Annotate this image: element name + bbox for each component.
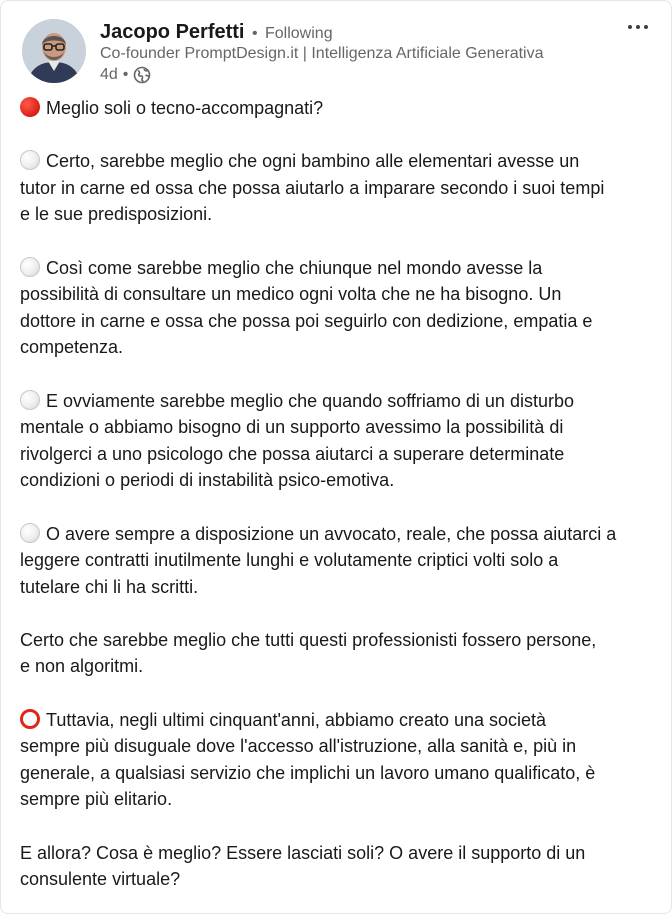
post-line — [20, 627, 660, 654]
post-line-text: Così come sarebbe meglio che chiunque nel mondo avesse la — [46, 257, 543, 278]
post-paragraph — [20, 388, 660, 494]
post-meta — [100, 64, 151, 86]
red-circle-icon — [20, 97, 40, 117]
white-circle-icon — [20, 390, 40, 410]
post-line-text: generale, a qualsiasi servizio che implichi un lavoro umano qualificato, è — [20, 762, 596, 783]
post-header — [1, 1, 672, 96]
post-line — [20, 175, 660, 202]
post-age[interactable]: 4d — [100, 66, 118, 83]
post-line-text: Certo, sarebbe meglio che ogni bambino alle elementari avesse un — [46, 151, 580, 172]
post-line-text: Tuttavia, negli ultimi cinquant'anni, abbiamo creato una società — [46, 709, 547, 730]
post-line — [20, 653, 660, 680]
post-line — [20, 95, 660, 122]
post-line — [20, 547, 660, 574]
post-line-text: competenza. — [20, 337, 124, 358]
more-options-icon — [626, 23, 650, 31]
post-line-text: sempre più disuguale dove l'accesso all'istruzione, alla sanità e, più in — [20, 736, 577, 757]
post-line — [20, 521, 660, 548]
post-line-text: E allora? Cosa è meglio? Essere lasciati soli? O avere il supporto di un — [20, 842, 586, 863]
post-line — [20, 148, 660, 175]
post-line-text: O avere sempre a disposizione un avvocato, reale, che possa aiutarci a — [46, 523, 617, 544]
post-line — [20, 281, 660, 308]
post-paragraph — [20, 95, 660, 122]
post-line-text: E ovviamente sarebbe meglio che quando soffriamo di un disturbo — [46, 390, 574, 411]
post-line — [20, 866, 660, 893]
post-line-text: rivolgerci a uno psicologo che possa aiutarci a superare determinate — [20, 443, 565, 464]
post-line-text: sempre più elitario. — [20, 789, 173, 810]
post-line — [20, 574, 660, 601]
globe-icon — [133, 66, 151, 84]
post-paragraph — [20, 148, 660, 228]
post-line-text: possibilità di consultare un medico ogni volta che ne ha bisogno. Un — [20, 284, 562, 305]
post-line — [20, 388, 660, 415]
post-line — [20, 733, 660, 760]
post-line-text: Meglio soli o tecno-accompagnati? — [46, 98, 324, 118]
post-paragraph — [20, 521, 660, 601]
post-paragraph — [20, 627, 660, 680]
white-circle-icon — [20, 523, 40, 543]
name-separator: • — [251, 25, 258, 42]
post-paragraph — [20, 840, 660, 893]
post-line-text: tutelare chi li ha scritti. — [20, 576, 199, 597]
follow-status[interactable]: Following — [265, 25, 333, 42]
post-line-text: mentale o abbiamo bisogno di un supporto avessimo la possibilità di — [20, 417, 564, 438]
post-paragraph — [20, 255, 660, 361]
post-body — [20, 95, 660, 893]
post-line-text: leggere contratti inutilmente lunghi e volutamente criptici volti solo a — [20, 550, 559, 571]
post-line-text: e le sue predisposizioni. — [20, 204, 213, 225]
post-line — [20, 308, 660, 335]
more-options-button[interactable] — [617, 13, 659, 41]
post-line — [20, 334, 660, 361]
white-circle-icon — [20, 150, 40, 170]
post-line-text: Certo che sarebbe meglio che tutti questi professionisti fossero persone, — [20, 629, 597, 650]
white-circle-icon — [20, 257, 40, 277]
post-line — [20, 840, 660, 867]
hollow-red-circle-icon — [20, 709, 40, 729]
avatar-photo — [22, 19, 86, 83]
author-name[interactable]: Jacopo Perfetti — [100, 21, 245, 43]
meta-separator: • — [122, 66, 129, 83]
post-line — [20, 255, 660, 282]
post-line-text: consulente virtuale? — [20, 869, 181, 890]
post-line — [20, 414, 660, 441]
post-line — [20, 467, 660, 494]
post-line — [20, 201, 660, 228]
avatar[interactable] — [22, 19, 86, 83]
post-line-text: condizioni o periodi di instabilità psico-emotiva. — [20, 470, 395, 491]
post-line-text: e non algoritmi. — [20, 656, 144, 677]
post-line — [20, 707, 660, 734]
author-headline: Co-founder PromptDesign.it | Intelligenza Artificiale Generativa — [100, 45, 544, 62]
post-line — [20, 760, 660, 787]
post-line — [20, 441, 660, 468]
post-paragraph — [20, 707, 660, 813]
post-line-text: tutor in carne ed ossa che possa aiutarlo a imparare secondo i suoi tempi — [20, 177, 605, 198]
post-line-text: dottore in carne e ossa che possa poi seguirlo con dedizione, empatia e — [20, 310, 593, 331]
post-line — [20, 786, 660, 813]
